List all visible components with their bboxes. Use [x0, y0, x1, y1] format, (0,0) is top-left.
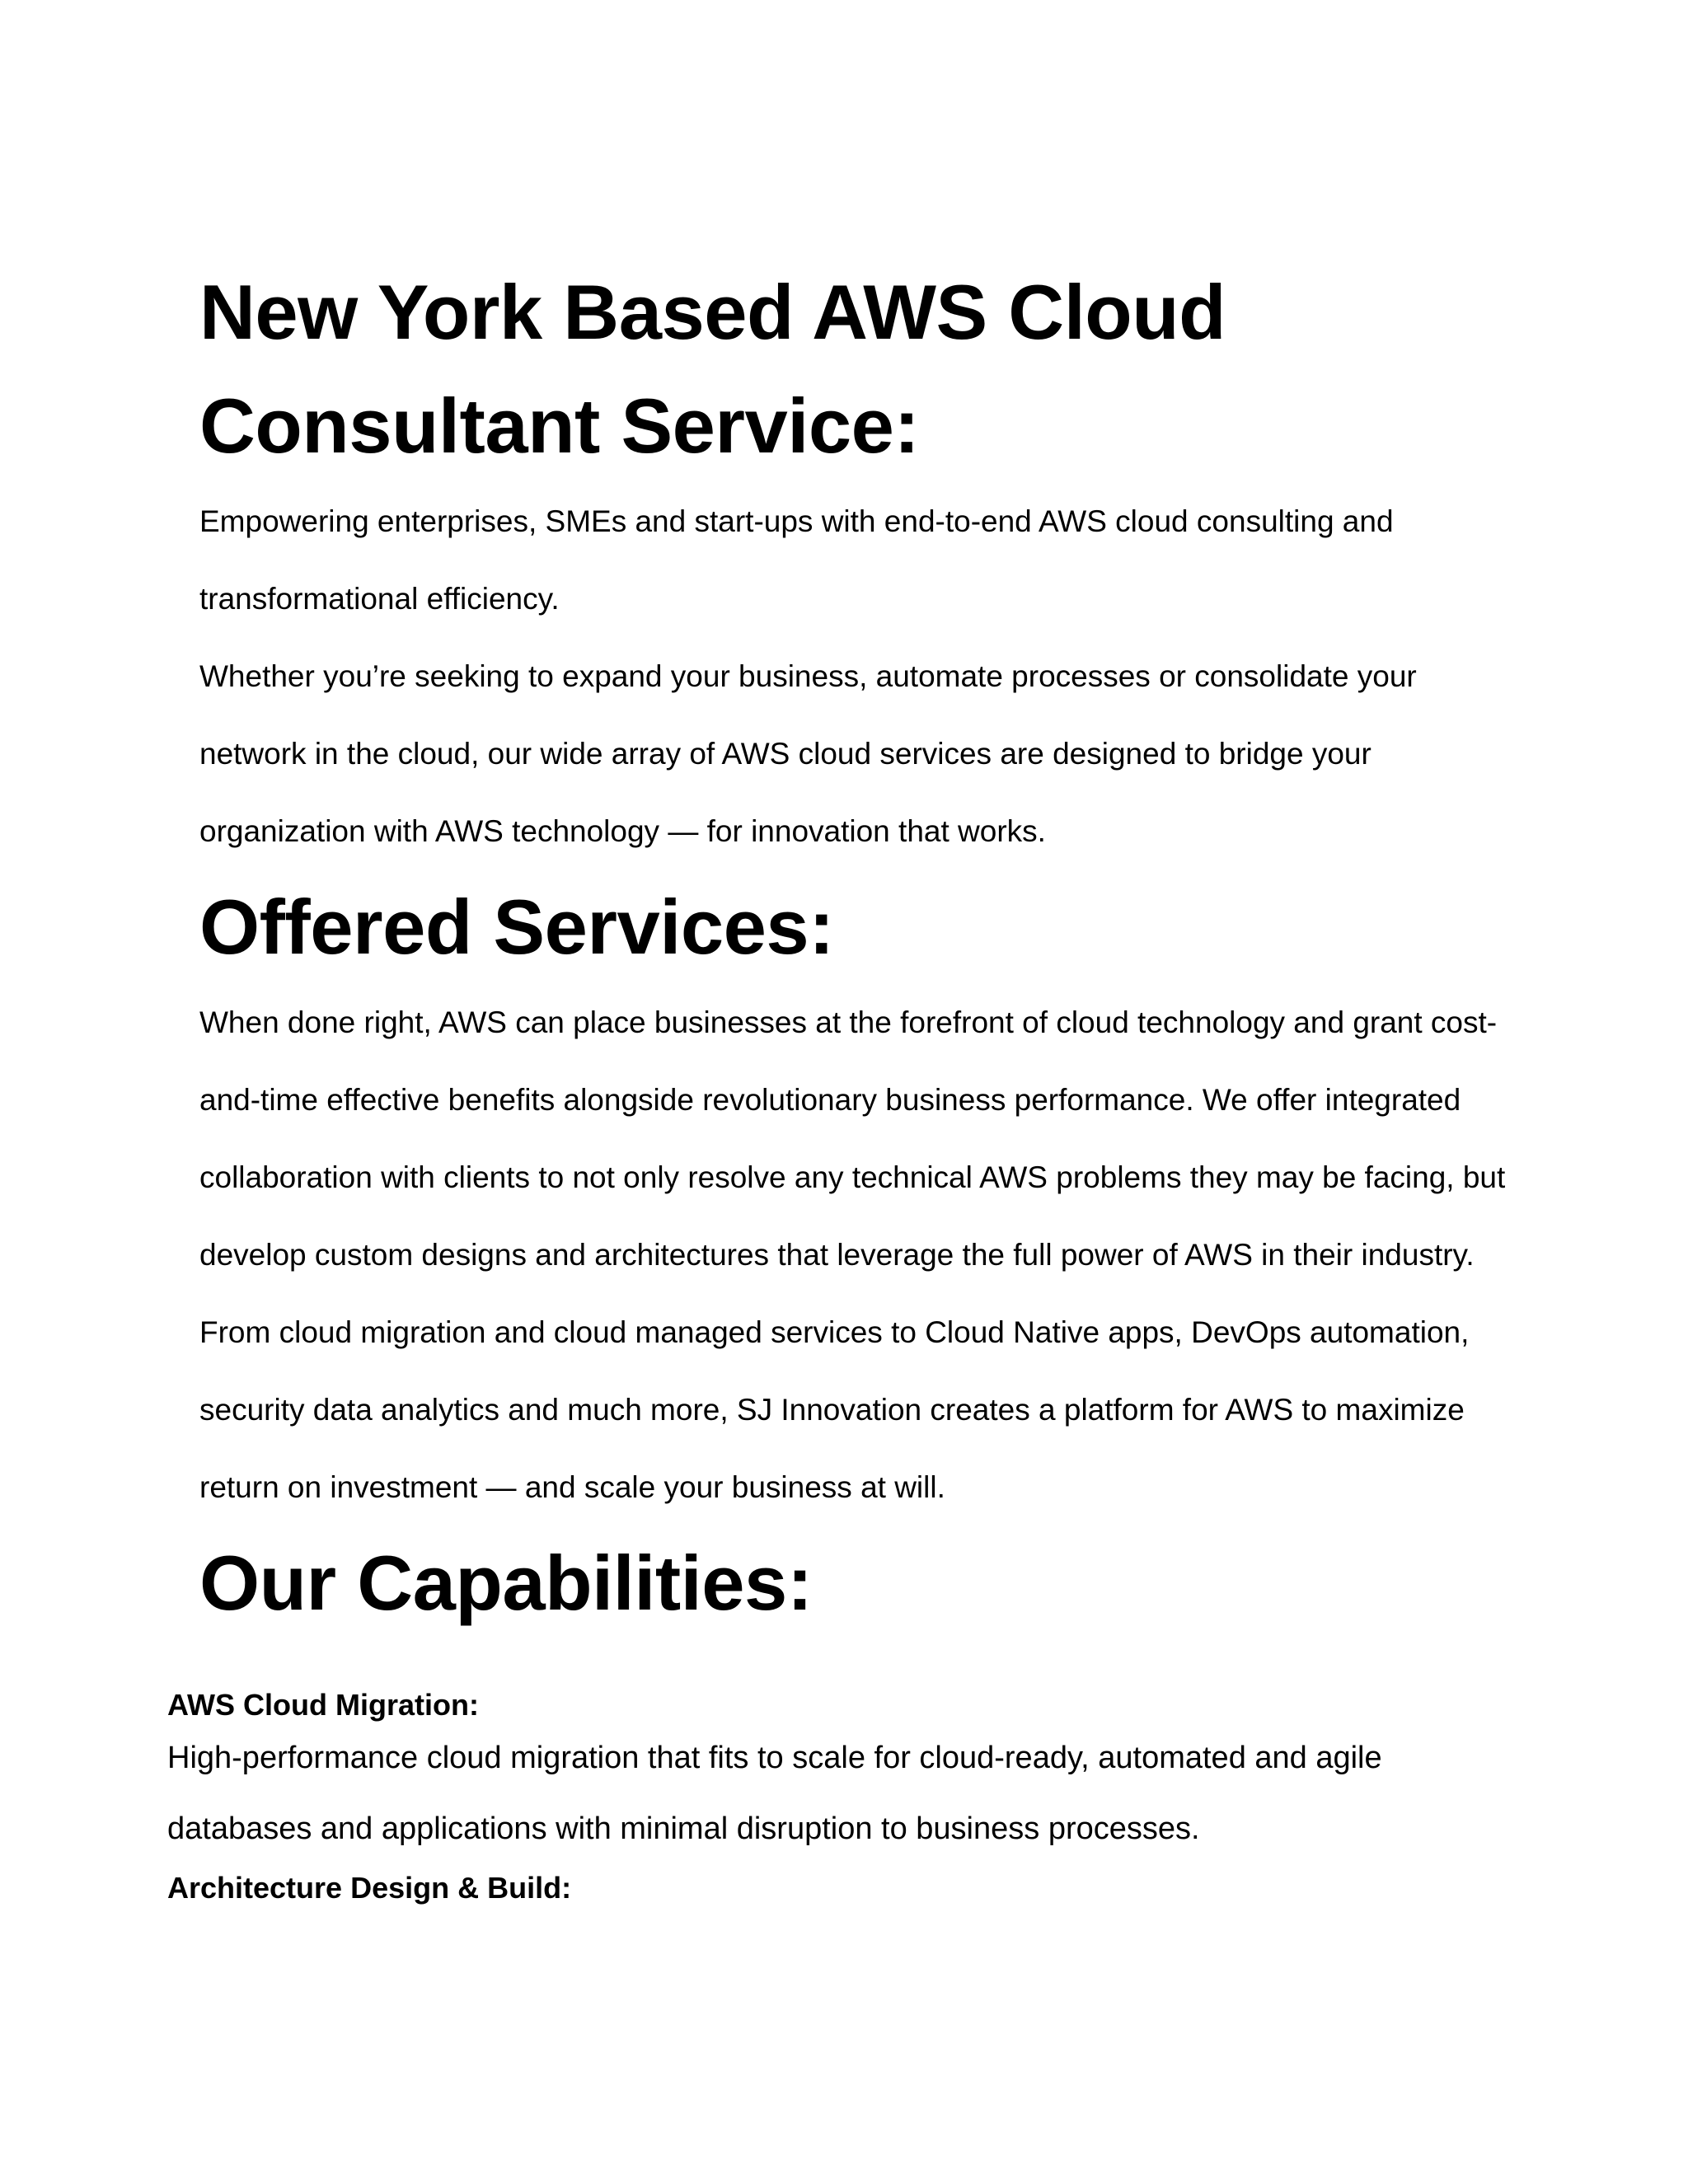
intro-paragraph-1: Empowering enterprises, SMEs and start-ups with end-to-end AWS cloud consulting and transformational efficiency. [199, 504, 1394, 616]
page-title: New York Based AWS Cloud Consultant Service: [199, 269, 1226, 469]
document-body [199, 255, 1535, 1640]
capability-title-architecture-design: Architecture Design & Build: [167, 1871, 572, 1905]
our-capabilities-heading: Our Capabilities: [199, 1540, 813, 1626]
intro-paragraph-2: Whether you’re seeking to expand your business, automate processes or consolidate your network in the cloud, our wide array of AWS cloud services are designed to bridge your organization with AWS technology — for innovation that works. [199, 659, 1417, 848]
offered-services-paragraph: When done right, AWS can place businesses at the forefront of cloud technology and grant cost-and-time effective benefits alongside revolutionary business performance. We offer integrated collaboration with clients to not only resolve any technical AWS problems they may be facing, but develop custom designs and architectures that leverage the full power of AWS in their industry. From cloud migration and cloud managed services to Cloud Native apps, DevOps automation, security data analytics and much more, SJ Innovation creates a platform for AWS to maximize return on investment — and scale your business at will. [199, 1005, 1506, 1504]
capability-title-cloud-migration: AWS Cloud Migration: [167, 1688, 479, 1722]
offered-services-heading: Offered Services: [199, 883, 834, 970]
capability-description-cloud-migration: High-performance cloud migration that fits to scale for cloud-ready, automated and agile databases and applications with minimal disruption to business processes. [167, 1741, 1382, 1846]
capabilities-list [167, 1681, 1552, 1912]
